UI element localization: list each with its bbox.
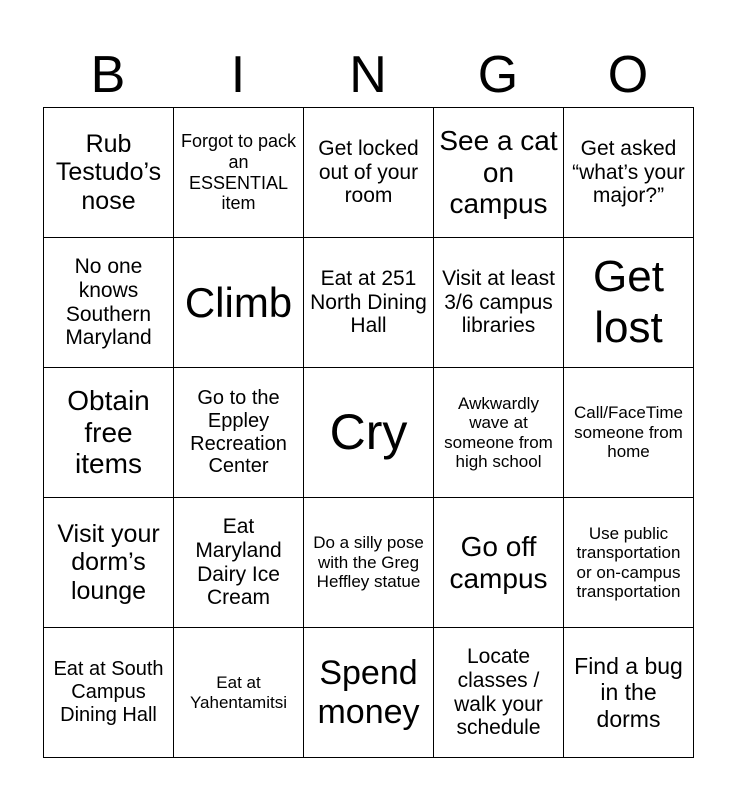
grid-row <box>44 628 694 758</box>
header-letter-g: G <box>477 46 519 104</box>
bingo-cell[interactable]: See a cat on campus <box>434 108 564 238</box>
bingo-cell[interactable]: Find a bug in the dorms <box>564 628 694 758</box>
bingo-cell[interactable]: Eat at South Campus Dining Hall <box>44 628 174 758</box>
bingo-cell[interactable]: Obtain free items <box>44 368 174 498</box>
bingo-cell[interactable]: Call/FaceTime someone from home <box>564 368 694 498</box>
bingo-cell[interactable]: No one knows Southern Maryland <box>44 238 174 368</box>
bingo-grid <box>43 107 694 758</box>
bingo-cell[interactable]: Do a silly pose with the Greg Heffley statue <box>304 498 434 628</box>
bingo-cell[interactable]: Eat Maryland Dairy Ice Cream <box>174 498 304 628</box>
bingo-header <box>43 44 693 106</box>
header-letter-b: B <box>90 46 126 104</box>
bingo-cell[interactable]: Awkwardly wave at someone from high school <box>434 368 564 498</box>
header-letter-i: I <box>230 46 246 104</box>
bingo-cell[interactable]: Visit your dorm’s lounge <box>44 498 174 628</box>
bingo-cell[interactable]: Get lost <box>564 238 694 368</box>
header-letter-o: O <box>607 46 649 104</box>
bingo-cell[interactable]: Eat at 251 North Dining Hall <box>304 238 434 368</box>
bingo-cell[interactable]: Go to the Eppley Recreation Center <box>174 368 304 498</box>
bingo-cell[interactable]: Get locked out of your room <box>304 108 434 238</box>
bingo-cell[interactable]: Locate classes / walk your schedule <box>434 628 564 758</box>
bingo-cell[interactable]: Visit at least 3/6 campus libraries <box>434 238 564 368</box>
header-letter-n: N <box>349 46 387 104</box>
grid-row <box>44 238 694 368</box>
bingo-cell[interactable]: Cry <box>304 368 434 498</box>
bingo-cell[interactable]: Get asked “what’s your major?” <box>564 108 694 238</box>
bingo-cell[interactable]: Go off campus <box>434 498 564 628</box>
bingo-cell[interactable]: Climb <box>174 238 304 368</box>
grid-row <box>44 368 694 498</box>
bingo-cell[interactable]: Eat at Yahentamitsi <box>174 628 304 758</box>
bingo-cell[interactable]: Spend money <box>304 628 434 758</box>
grid-row <box>44 108 694 238</box>
bingo-cell[interactable]: Forgot to pack an ESSENTIAL item <box>174 108 304 238</box>
bingo-cell[interactable]: Use public transportation or on-campus transportation <box>564 498 694 628</box>
bingo-cell[interactable]: Rub Testudo’s nose <box>44 108 174 238</box>
grid-row <box>44 498 694 628</box>
